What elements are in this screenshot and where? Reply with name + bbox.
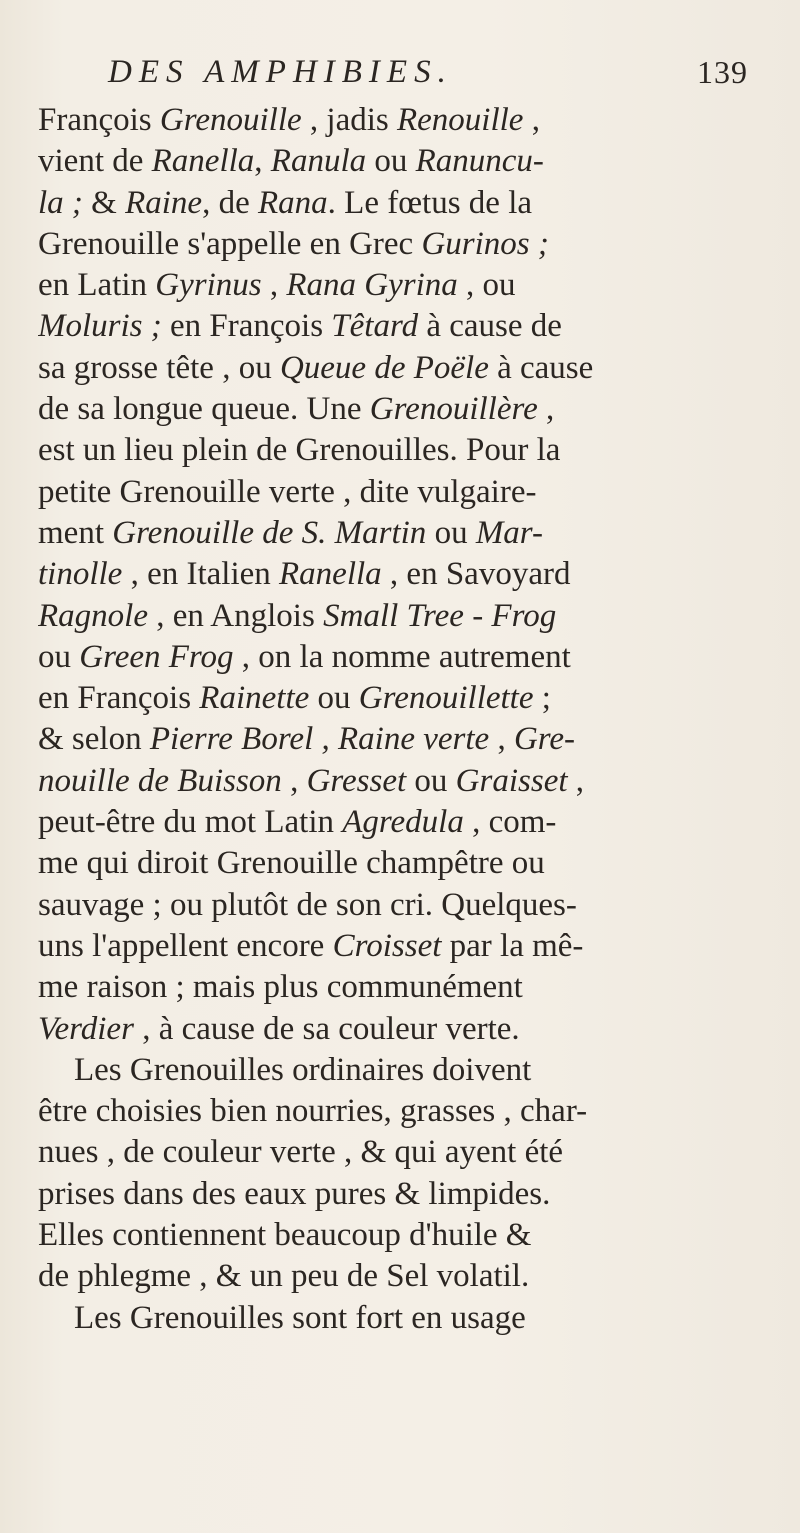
text-segment: François xyxy=(38,102,160,138)
text-segment: , xyxy=(489,721,514,758)
text-segment: de phlegme , & un peu de Sel volatil. xyxy=(38,1258,530,1295)
text-line xyxy=(38,224,758,265)
text-segment: sauvage ; ou plutôt de son cri. Quelques- xyxy=(38,886,577,923)
text-segment: en François xyxy=(38,680,200,717)
text-segment: & selon xyxy=(38,721,150,758)
text-segment: , à cause de sa couleur verte. xyxy=(133,1010,520,1047)
text-segment: en Latin xyxy=(38,267,156,304)
text-segment: vient de xyxy=(38,143,152,180)
text-line xyxy=(38,141,758,182)
text-segment: uns l'appellent encore xyxy=(38,927,333,964)
text-line xyxy=(38,472,758,513)
italic-term: Ranella xyxy=(279,556,382,593)
italic-term: Queue de Poële xyxy=(279,349,489,386)
running-head: DES AMPHIBIES. xyxy=(108,54,453,90)
text-line xyxy=(38,348,758,389)
text-segment: en François xyxy=(161,308,332,345)
text-segment: de sa longue queue. Une xyxy=(38,391,370,428)
italic-term: tinolle xyxy=(38,556,123,593)
text-line xyxy=(38,1298,758,1339)
italic-term: Croisset xyxy=(332,927,442,964)
italic-term: Green Frog xyxy=(79,638,234,675)
text-segment: est un lieu plein de Grenouilles. Pour la xyxy=(38,432,561,469)
italic-term: Grenouillette xyxy=(358,680,534,717)
text-segment: ou xyxy=(38,638,80,675)
text-line xyxy=(38,843,758,884)
text-line xyxy=(38,1009,758,1050)
text-line xyxy=(38,100,758,141)
text-segment: peut-être du mot Latin xyxy=(38,804,343,841)
italic-term: Ragnole xyxy=(38,597,148,634)
italic-term: Rana Gyrina xyxy=(286,267,458,304)
italic-term: Raine xyxy=(125,184,203,221)
text-segment: , xyxy=(254,143,271,180)
text-segment: Grenouille s'appelle en Grec xyxy=(38,225,422,262)
italic-term: Graisset xyxy=(455,762,568,799)
italic-term: Gresset xyxy=(306,762,407,799)
page-number: 139 xyxy=(697,54,748,90)
italic-term: Mar- xyxy=(475,514,543,551)
text-line xyxy=(38,1256,758,1297)
page-header xyxy=(108,52,748,102)
text-line xyxy=(38,1174,758,1215)
text-segment: , xyxy=(523,102,540,138)
text-segment: , en Savoyard xyxy=(381,556,571,593)
italic-term: Verdier xyxy=(38,1010,134,1047)
italic-term: Gyrinus xyxy=(155,267,262,304)
text-line xyxy=(38,1132,758,1173)
text-segment: , xyxy=(537,391,555,428)
italic-term: Gre- xyxy=(513,721,576,758)
text-segment: me qui diroit Grenouille champêtre ou xyxy=(38,845,545,882)
text-segment: me raison ; mais plus communément xyxy=(38,969,523,1006)
italic-term: Ranella xyxy=(151,143,255,180)
text-line xyxy=(38,637,758,678)
italic-term: Rana xyxy=(257,184,328,221)
text-segment: prises dans des eaux pures & limpides. xyxy=(38,1175,551,1212)
text-segment: ou xyxy=(426,514,476,551)
text-segment: & xyxy=(82,184,126,221)
text-segment: à cause xyxy=(488,349,594,386)
text-segment: ; xyxy=(533,680,551,717)
text-segment: petite Grenouille verte , dite vulgaire- xyxy=(38,473,537,510)
text-segment: ou xyxy=(406,762,456,799)
text-line xyxy=(38,719,758,760)
text-segment: Les Grenouilles ordinaires doivent xyxy=(74,1051,532,1088)
text-segment: , xyxy=(567,762,585,799)
italic-term: Moluris ; xyxy=(38,308,162,345)
text-line xyxy=(38,967,758,1008)
text-segment: , xyxy=(261,267,287,304)
text-segment: être choisies bien nourries, grasses , char- xyxy=(38,1093,588,1130)
italic-term: Grenouille de S. Martin xyxy=(112,514,427,551)
italic-term: Rainette xyxy=(199,680,310,717)
text-segment: , xyxy=(281,762,307,799)
text-line xyxy=(38,430,758,471)
italic-term: Small Tree - Frog xyxy=(323,597,557,634)
text-line xyxy=(38,761,758,802)
text-line xyxy=(38,885,758,926)
text-segment: , de xyxy=(202,184,258,221)
text-line xyxy=(38,389,758,430)
text-line xyxy=(38,183,758,224)
text-line xyxy=(38,554,758,595)
text-segment: , on la nomme autrement xyxy=(233,638,571,675)
text-segment: ou xyxy=(366,143,416,180)
text-segment: . Le fœtus de la xyxy=(327,184,533,221)
text-segment: , en Italien xyxy=(122,556,280,593)
italic-term: Grenouillère xyxy=(369,391,538,428)
italic-term: Grenouille xyxy=(159,102,302,138)
text-segment: ment xyxy=(38,514,113,551)
text-line xyxy=(38,513,758,554)
italic-term: Têtard xyxy=(331,308,419,345)
text-segment: sa grosse tête , ou xyxy=(38,349,280,386)
italic-term: Agredula xyxy=(342,804,464,841)
body-text xyxy=(38,100,758,1339)
text-segment: , jadis xyxy=(301,102,397,138)
text-line xyxy=(38,1091,758,1132)
text-line xyxy=(38,802,758,843)
text-segment: nues , de couleur verte , & qui ayent été xyxy=(38,1134,564,1171)
text-line xyxy=(38,678,758,719)
text-segment: par la mê- xyxy=(441,927,584,964)
italic-term: Pierre Borel , Raine verte xyxy=(149,721,490,758)
text-segment: , com- xyxy=(463,804,557,841)
text-segment: ou xyxy=(309,680,359,717)
text-line xyxy=(38,306,758,347)
text-line xyxy=(38,1050,758,1091)
italic-term: nouille de Buisson xyxy=(38,762,282,799)
italic-term: la ; xyxy=(38,184,83,221)
text-line xyxy=(38,1215,758,1256)
text-segment: Elles contiennent beaucoup d'huile & xyxy=(38,1217,532,1254)
text-segment: Les Grenouilles sont fort en usage xyxy=(74,1299,526,1336)
text-segment: à cause de xyxy=(418,308,562,345)
text-line xyxy=(38,926,758,967)
italic-term: Renouille xyxy=(396,102,524,138)
italic-term: Ranula xyxy=(270,143,367,180)
text-segment: , ou xyxy=(457,267,516,304)
italic-term: Ranuncu- xyxy=(415,143,544,180)
text-line xyxy=(38,596,758,637)
italic-term: Gurinos ; xyxy=(421,225,549,262)
text-line xyxy=(38,265,758,306)
text-segment: , en Anglois xyxy=(147,597,324,634)
